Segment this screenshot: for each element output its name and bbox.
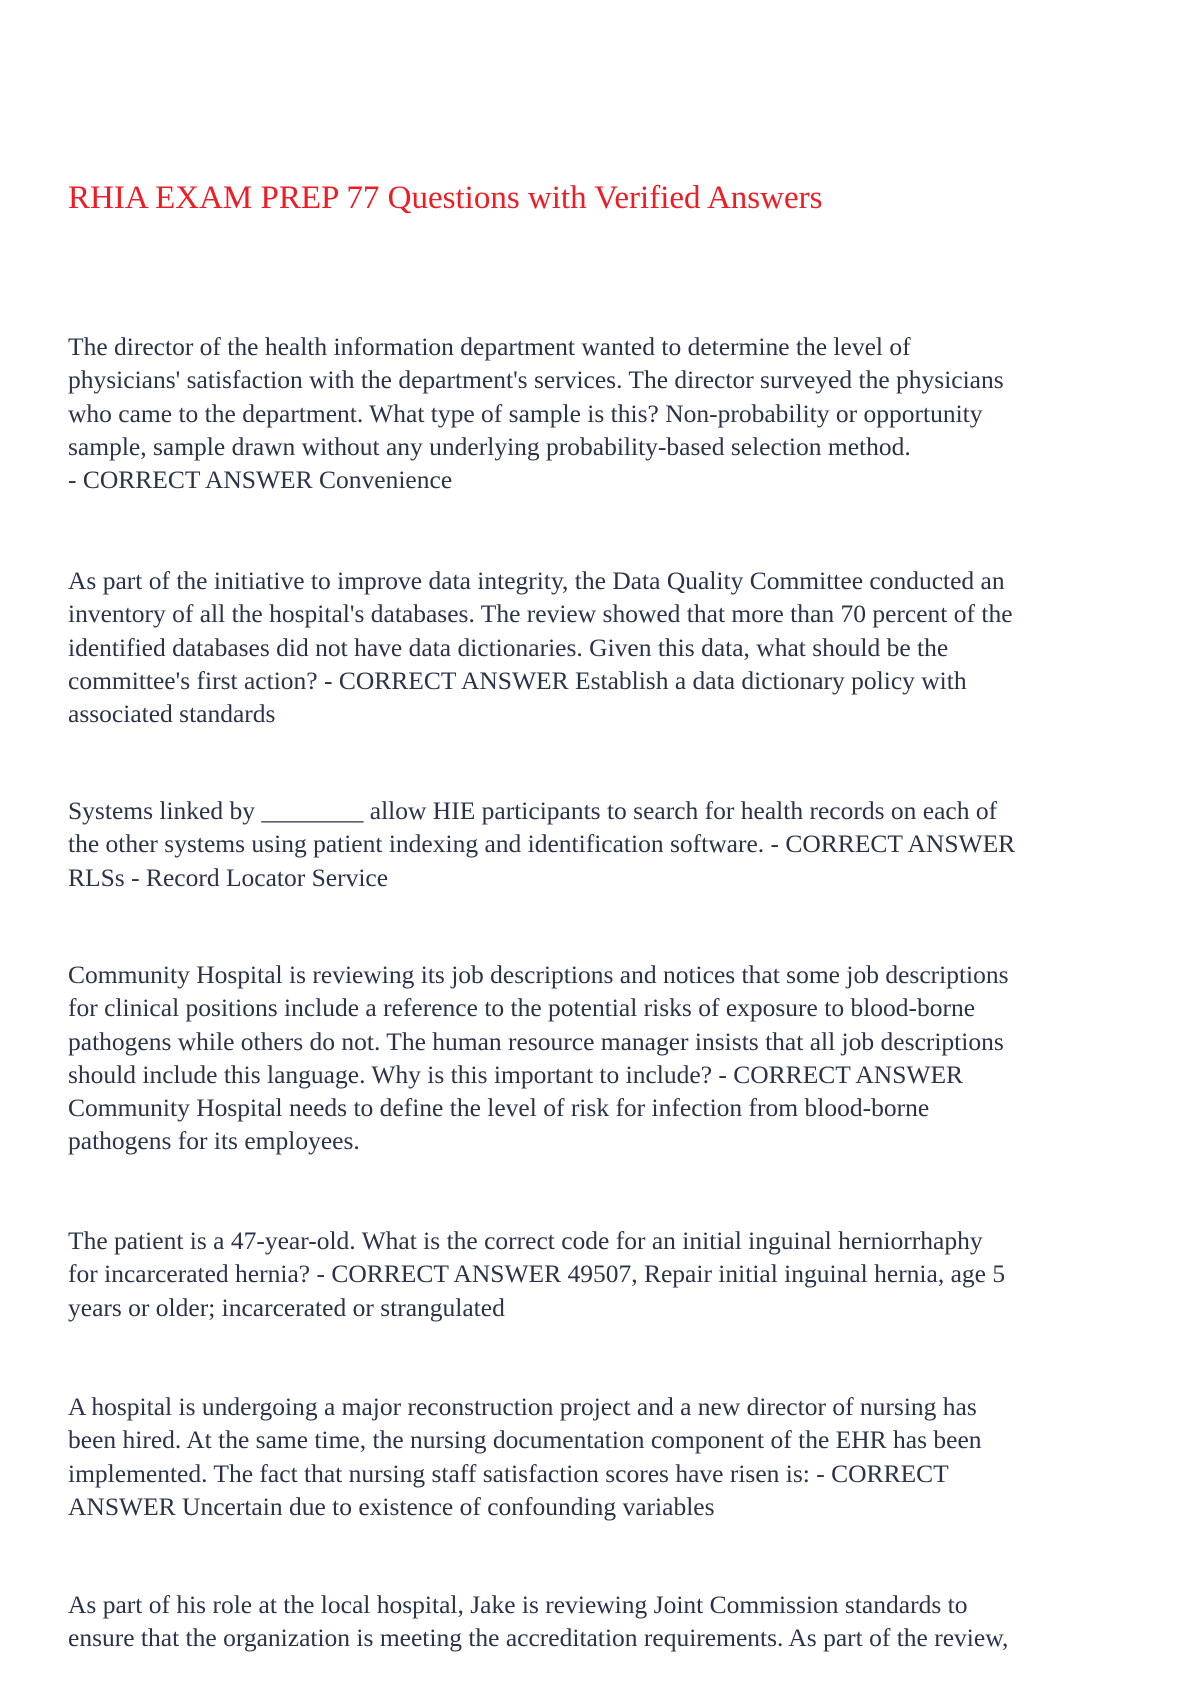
answer-line: years or older; incarcerated or strangulated (68, 1292, 505, 1322)
question-block (68, 330, 1128, 496)
question-block (68, 1224, 1128, 1324)
question-line: Community Hospital is reviewing its job descriptions and notices that some job descriptions (68, 960, 1009, 989)
document-title: RHIA EXAM PREP 77 Questions with Verified Answers (68, 180, 823, 216)
question-block (68, 564, 1128, 730)
question-line: A hospital is undergoing a major reconstruction project and a new director of nursing has (68, 1392, 977, 1421)
answer-line: associated standards (68, 699, 276, 729)
question-line: who came to the department. What type of sample is this? Non-probability or opportunity (68, 398, 983, 428)
question-block (68, 958, 1128, 1158)
question-line: Systems linked by ________ allow HIE participants to search for health records on each of (68, 796, 998, 825)
question-line: inventory of all the hospital's databases. The review showed that more than 70 percent of the (68, 599, 1013, 629)
question-line: As part of his role at the local hospital, Jake is reviewing Joint Commission standards to (68, 1590, 968, 1619)
answer-line: Community Hospital needs to define the level of risk for infection from blood-borne (68, 1093, 930, 1123)
question-line: The patient is a 47-year-old. What is the correct code for an initial inguinal herniorrhaphy (68, 1226, 983, 1255)
question-line: for clinical positions include a reference to the potential risks of exposure to blood-borne (68, 993, 976, 1023)
question-line: physicians' satisfaction with the department's services. The director surveyed the physicians (68, 365, 1004, 395)
answer-line: ANSWER Uncertain due to existence of confounding variables (68, 1491, 715, 1521)
answer-line: pathogens for its employees. (68, 1126, 360, 1156)
question-line: should include this language. Why is this important to include? - CORRECT ANSWER (68, 1059, 964, 1089)
question-line: implemented. The fact that nursing staff satisfaction scores have risen is: - CORRECT (68, 1458, 949, 1488)
question-line: been hired. At the same time, the nursing documentation component of the EHR has been (68, 1425, 982, 1455)
question-line: committee's first action? - CORRECT ANSWER Establish a data dictionary policy with (68, 665, 967, 695)
question-line: The director of the health information department wanted to determine the level of (68, 332, 911, 361)
question-line: identified databases did not have data dictionaries. Given this data, what should be the (68, 632, 949, 662)
question-block (68, 1588, 1128, 1655)
question-line: the other systems using patient indexing and identification software. - CORRECT ANSWER (68, 829, 1016, 859)
question-line: sample, sample drawn without any underlying probability-based selection method. (68, 431, 911, 461)
question-line: As part of the initiative to improve data integrity, the Data Quality Committee conducted an (68, 566, 1005, 595)
question-block (68, 794, 1128, 894)
question-line: pathogens while others do not. The human resource manager insists that all job descriptions (68, 1026, 1004, 1056)
question-line: for incarcerated hernia? - CORRECT ANSWER 49507, Repair initial inguinal hernia, age 5 (68, 1259, 1006, 1289)
answer-line: - CORRECT ANSWER Convenience (68, 465, 453, 495)
question-line: ensure that the organization is meeting the accreditation requirements. As part of the review, (68, 1623, 1009, 1653)
question-block (68, 1390, 1128, 1523)
answer-line: RLSs - Record Locator Service (68, 862, 389, 892)
